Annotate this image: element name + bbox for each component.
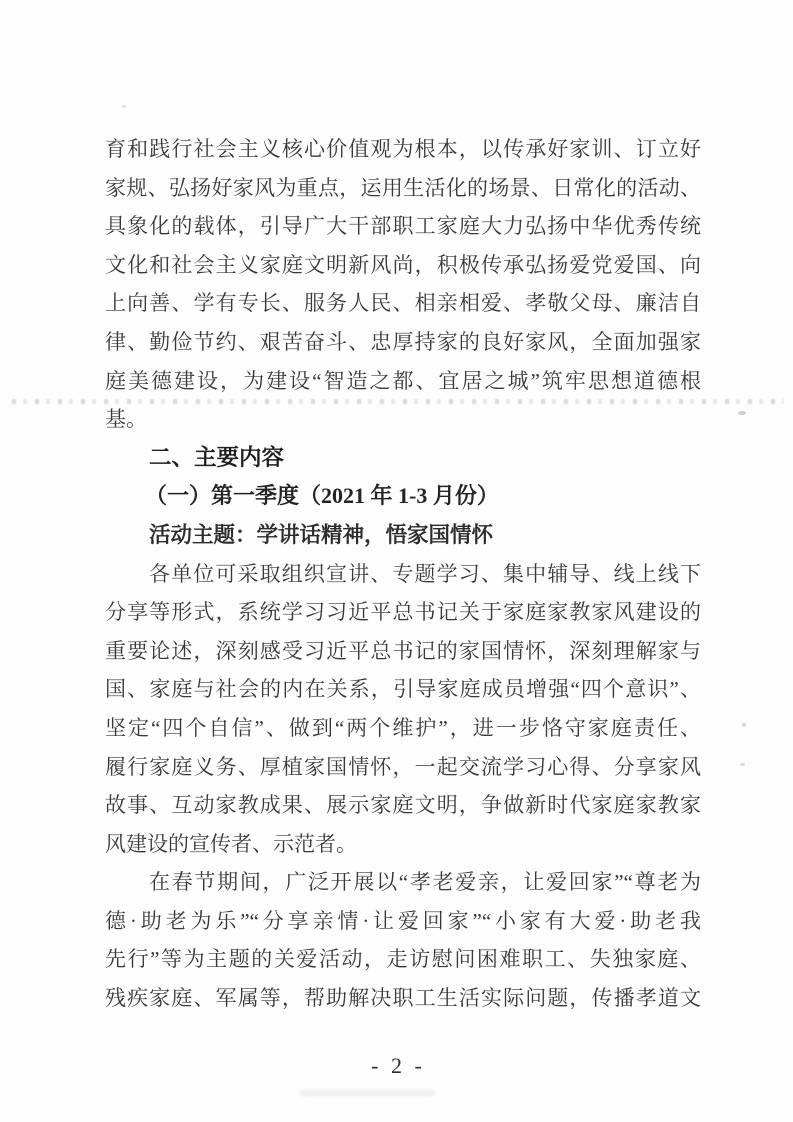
text-line: 上向善、学有专长、服务人民、相亲相爱、孝敬父母、廉洁自 bbox=[105, 291, 701, 316]
text-line: 履行家庭义务、厚植家国情怀，一起交流学习心得、分享家风 bbox=[105, 754, 701, 779]
text-line: 故事、互动家教成果、展示家庭文明，争做新时代家庭家教家 bbox=[105, 793, 701, 818]
text-line: 风建设的宣传者、示范者。 bbox=[105, 831, 357, 856]
text-line: 残疾家庭、军属等，帮助解决职工生活实际问题，传播孝道文 bbox=[105, 986, 701, 1011]
scan-artifact-smudge bbox=[300, 1090, 435, 1096]
text-line: 庭美德建设，为建设“智造之都、宜居之城”筑牢思想道德根 bbox=[105, 368, 701, 393]
text-line: 具象化的载体，引导广大干部职工家庭大力弘扬中华优秀传统 bbox=[105, 214, 701, 239]
section-heading: 二、主要内容 bbox=[149, 444, 285, 470]
subsection-heading: （一）第一季度（2021 年 1-3 月份） bbox=[145, 483, 499, 509]
text-line: 国、家庭与社会的内在关系，引导家庭成员增强“四个意识”、 bbox=[105, 677, 701, 702]
document-body bbox=[105, 130, 701, 1018]
text-line: 重要论述，深刻感受习近平总书记的家国情怀，深刻理解家与 bbox=[105, 638, 701, 663]
text-line: 律、勤俭节约、艰苦奋斗、忠厚持家的良好家风，全面加强家 bbox=[105, 329, 701, 354]
scan-artifact-speckle bbox=[122, 105, 126, 108]
scan-artifact-speckle bbox=[740, 763, 745, 766]
text-line: 分享等形式，系统学习习近平总书记关于家庭家教家风建设的 bbox=[105, 600, 701, 625]
page-number: - 2 - bbox=[371, 1053, 422, 1078]
text-line: 文化和社会主义家庭文明新风尚，积极传承弘扬爱党爱国、向 bbox=[105, 252, 701, 277]
text-line: 坚定“四个自信”、做到“两个维护”，进一步恪守家庭责任、 bbox=[105, 715, 701, 740]
scan-artifact-speckle bbox=[742, 723, 746, 727]
text-line: 育和践行社会主义核心价值观为根本，以传承好家训、订立好 bbox=[105, 137, 701, 161]
text-line: 基。 bbox=[105, 407, 147, 432]
activity-theme-heading: 活动主题：学讲话精神，悟家国情怀 bbox=[149, 522, 494, 547]
scan-artifact-speckle bbox=[738, 411, 746, 415]
text-line: 各单位可采取组织宣讲、专题学习、集中辅导、线上线下 bbox=[149, 561, 701, 586]
text-line: 家规、弘扬好家风为重点，运用生活化的场景、日常化的活动、 bbox=[105, 175, 701, 200]
text-line: 先行”等为主题的关爱活动，走访慰问困难职工、失独家庭、 bbox=[105, 947, 701, 972]
text-line: 德·助老为乐”“分享亲情·让爱回家”“小家有大爱·助老我 bbox=[105, 908, 701, 933]
text-line: 在春节期间，广泛开展以“孝老爱亲，让爱回家”“尊老为 bbox=[149, 870, 701, 895]
